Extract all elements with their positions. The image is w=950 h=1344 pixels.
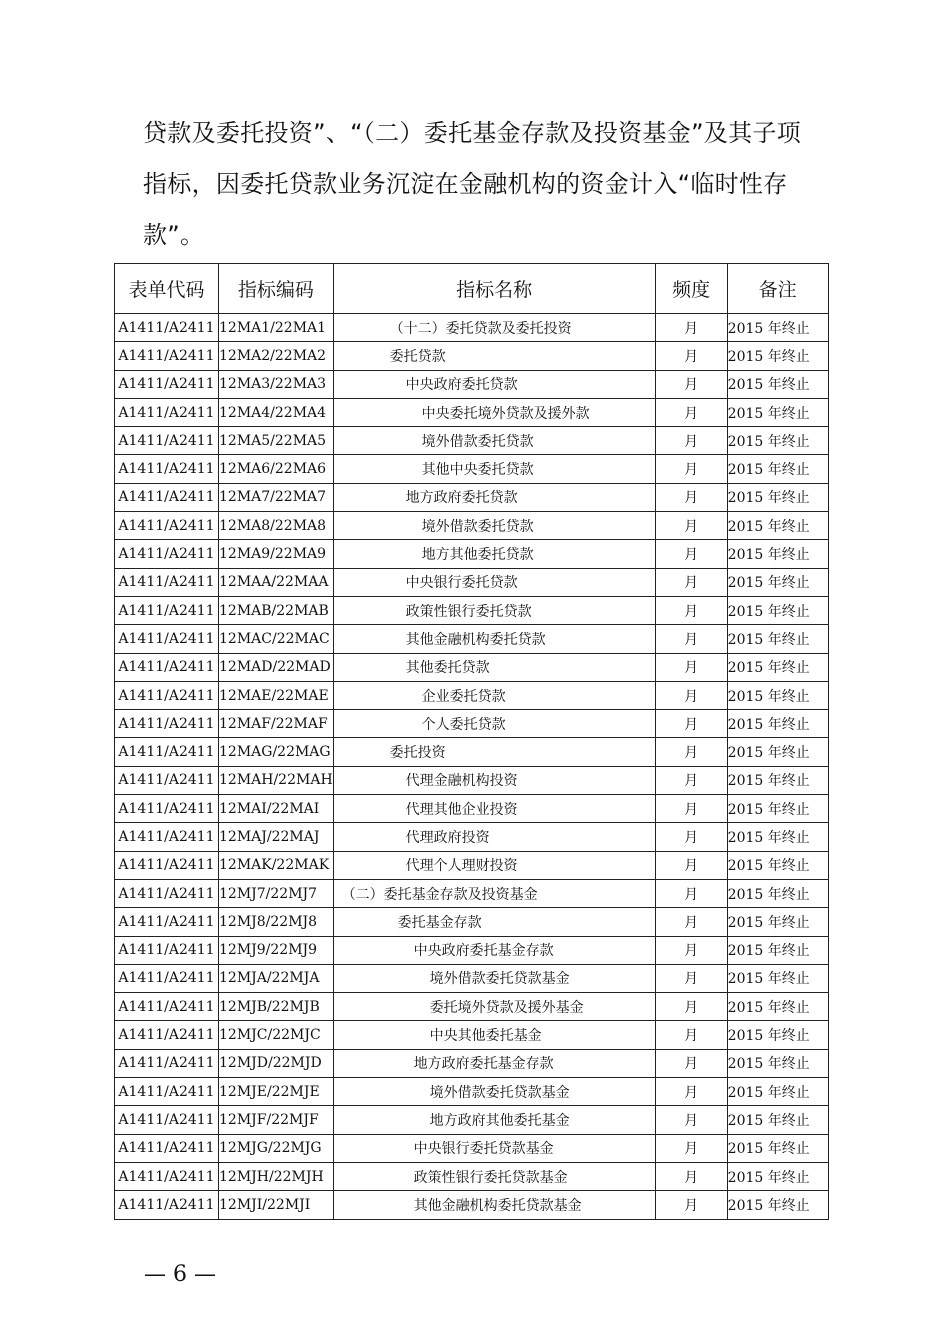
cell-frequency: 月 [655,427,727,455]
cell-form-code: A1411/A2411 [115,795,219,823]
cell-indicator-code: 12MA8/22MA8 [219,512,334,540]
cell-remark: 2015 年终止 [727,908,828,936]
paragraph-line: 贷款及委托投资”、“（二）委托基金存款及投资基金”及其子项 [143,119,801,147]
cell-remark: 2015 年终止 [727,314,828,342]
cell-remark: 2015 年终止 [727,993,828,1021]
cell-indicator-name: 地方政府委托基金存款 [333,1049,655,1077]
table-row [115,455,829,483]
cell-indicator-name: （十二）委托贷款及委托投资 [333,314,655,342]
cell-remark: 2015 年终止 [727,653,828,681]
cell-indicator-name: 企业委托贷款 [333,681,655,709]
table-row [115,540,829,568]
cell-indicator-name: 境外借款委托贷款基金 [333,964,655,992]
cell-form-code: A1411/A2411 [115,540,219,568]
cell-remark: 2015 年终止 [727,964,828,992]
table-row [115,1078,829,1106]
cell-form-code: A1411/A2411 [115,625,219,653]
cell-form-code: A1411/A2411 [115,851,219,879]
cell-indicator-name: 其他委托贷款 [333,653,655,681]
cell-indicator-code: 12MAE/22MAE [219,681,334,709]
cell-indicator-name: 地方政府委托贷款 [333,483,655,511]
cell-indicator-code: 12MJG/22MJG [219,1134,334,1162]
cell-frequency: 月 [655,455,727,483]
cell-indicator-name: 境外借款委托贷款 [333,512,655,540]
cell-frequency: 月 [655,1078,727,1106]
cell-frequency: 月 [655,993,727,1021]
cell-frequency: 月 [655,625,727,653]
cell-frequency: 月 [655,568,727,596]
cell-frequency: 月 [655,908,727,936]
cell-form-code: A1411/A2411 [115,483,219,511]
cell-indicator-name: 政策性银行委托贷款基金 [333,1162,655,1190]
table-row [115,1106,829,1134]
cell-indicator-code: 12MA9/22MA9 [219,540,334,568]
cell-form-code: A1411/A2411 [115,398,219,426]
cell-indicator-name: 地方其他委托贷款 [333,540,655,568]
cell-frequency: 月 [655,314,727,342]
header-remark: 备注 [727,264,828,314]
cell-form-code: A1411/A2411 [115,738,219,766]
cell-indicator-name: 中央委托境外贷款及援外款 [333,398,655,426]
cell-frequency: 月 [655,879,727,907]
cell-indicator-name: 其他中央委托贷款 [333,455,655,483]
cell-form-code: A1411/A2411 [115,710,219,738]
cell-remark: 2015 年终止 [727,681,828,709]
cell-indicator-name: 其他金融机构委托贷款 [333,625,655,653]
cell-indicator-name: （二）委托基金存款及投资基金 [333,879,655,907]
cell-form-code: A1411/A2411 [115,342,219,370]
cell-frequency: 月 [655,483,727,511]
cell-remark: 2015 年终止 [727,1106,828,1134]
body-paragraph [143,108,823,261]
cell-remark: 2015 年终止 [727,936,828,964]
cell-form-code: A1411/A2411 [115,512,219,540]
table-row [115,823,829,851]
table-row [115,512,829,540]
cell-frequency: 月 [655,653,727,681]
cell-frequency: 月 [655,936,727,964]
table-row [115,370,829,398]
cell-remark: 2015 年终止 [727,512,828,540]
paragraph-line: 指标，因委托贷款业务沉淀在金融机构的资金计入“临时性存 [143,170,788,198]
cell-form-code: A1411/A2411 [115,908,219,936]
indicator-table [114,263,829,1220]
cell-form-code: A1411/A2411 [115,879,219,907]
cell-remark: 2015 年终止 [727,540,828,568]
cell-remark: 2015 年终止 [727,1049,828,1077]
cell-indicator-name: 地方政府其他委托基金 [333,1106,655,1134]
cell-remark: 2015 年终止 [727,370,828,398]
cell-indicator-code: 12MAD/22MAD [219,653,334,681]
cell-indicator-name: 代理金融机构投资 [333,766,655,794]
header-indicator-code: 指标编码 [219,264,334,314]
cell-remark: 2015 年终止 [727,851,828,879]
cell-form-code: A1411/A2411 [115,936,219,964]
cell-form-code: A1411/A2411 [115,681,219,709]
cell-indicator-code: 12MJC/22MJC [219,1021,334,1049]
cell-indicator-name: 委托贷款 [333,342,655,370]
table-row [115,993,829,1021]
cell-remark: 2015 年终止 [727,1021,828,1049]
table-row [115,427,829,455]
cell-indicator-code: 12MA3/22MA3 [219,370,334,398]
cell-indicator-code: 12MA1/22MA1 [219,314,334,342]
table-row [115,681,829,709]
table-header-row [115,264,829,314]
cell-indicator-code: 12MA6/22MA6 [219,455,334,483]
page-number: — 6 — [144,1262,216,1287]
cell-indicator-code: 12MJI/22MJI [219,1191,334,1219]
cell-indicator-code: 12MJ9/22MJ9 [219,936,334,964]
cell-indicator-name: 代理政府投资 [333,823,655,851]
cell-indicator-code: 12MJF/22MJF [219,1106,334,1134]
cell-indicator-code: 12MJH/22MJH [219,1162,334,1190]
cell-frequency: 月 [655,1049,727,1077]
cell-indicator-name: 中央银行委托贷款 [333,568,655,596]
table-row [115,738,829,766]
header-indicator-name: 指标名称 [333,264,655,314]
cell-indicator-name: 中央银行委托贷款基金 [333,1134,655,1162]
cell-indicator-name: 委托基金存款 [333,908,655,936]
table-row [115,483,829,511]
cell-indicator-code: 12MJ8/22MJ8 [219,908,334,936]
table-row [115,398,829,426]
table-row [115,596,829,624]
cell-form-code: A1411/A2411 [115,1049,219,1077]
cell-form-code: A1411/A2411 [115,1021,219,1049]
cell-indicator-name: 中央政府委托贷款 [333,370,655,398]
cell-indicator-code: 12MAF/22MAF [219,710,334,738]
cell-form-code: A1411/A2411 [115,370,219,398]
cell-form-code: A1411/A2411 [115,823,219,851]
table-row [115,1162,829,1190]
cell-remark: 2015 年终止 [727,738,828,766]
cell-frequency: 月 [655,540,727,568]
cell-frequency: 月 [655,851,727,879]
cell-form-code: A1411/A2411 [115,427,219,455]
table-row [115,1021,829,1049]
cell-form-code: A1411/A2411 [115,1078,219,1106]
cell-form-code: A1411/A2411 [115,1191,219,1219]
cell-remark: 2015 年终止 [727,398,828,426]
cell-indicator-code: 12MAC/22MAC [219,625,334,653]
cell-remark: 2015 年终止 [727,710,828,738]
cell-remark: 2015 年终止 [727,766,828,794]
cell-indicator-code: 12MA2/22MA2 [219,342,334,370]
cell-remark: 2015 年终止 [727,823,828,851]
cell-frequency: 月 [655,1021,727,1049]
cell-indicator-code: 12MJ7/22MJ7 [219,879,334,907]
cell-frequency: 月 [655,1106,727,1134]
header-form-code: 表单代码 [115,264,219,314]
table-row [115,908,829,936]
cell-remark: 2015 年终止 [727,625,828,653]
cell-indicator-name: 境外借款委托贷款基金 [333,1078,655,1106]
cell-frequency: 月 [655,1134,727,1162]
cell-indicator-code: 12MJE/22MJE [219,1078,334,1106]
cell-remark: 2015 年终止 [727,795,828,823]
table-body [115,314,829,1220]
paragraph-line: 款”。 [143,221,205,249]
cell-indicator-name: 中央其他委托基金 [333,1021,655,1049]
cell-frequency: 月 [655,1191,727,1219]
cell-form-code: A1411/A2411 [115,1162,219,1190]
cell-indicator-code: 12MAI/22MAI [219,795,334,823]
cell-indicator-code: 12MAG/22MAG [219,738,334,766]
table-row [115,1191,829,1219]
cell-remark: 2015 年终止 [727,879,828,907]
cell-indicator-name: 个人委托贷款 [333,710,655,738]
cell-remark: 2015 年终止 [727,596,828,624]
cell-form-code: A1411/A2411 [115,964,219,992]
cell-indicator-name: 中央政府委托基金存款 [333,936,655,964]
cell-indicator-name: 其他金融机构委托贷款基金 [333,1191,655,1219]
cell-remark: 2015 年终止 [727,1134,828,1162]
table-row [115,314,829,342]
cell-frequency: 月 [655,681,727,709]
table-row [115,710,829,738]
cell-frequency: 月 [655,398,727,426]
table-row [115,653,829,681]
table-row [115,964,829,992]
cell-remark: 2015 年终止 [727,1191,828,1219]
table-row [115,1134,829,1162]
table-row [115,568,829,596]
cell-remark: 2015 年终止 [727,455,828,483]
cell-frequency: 月 [655,738,727,766]
cell-indicator-code: 12MAK/22MAK [219,851,334,879]
cell-indicator-code: 12MJA/22MJA [219,964,334,992]
table-row [115,795,829,823]
cell-frequency: 月 [655,370,727,398]
cell-indicator-code: 12MA5/22MA5 [219,427,334,455]
table-row [115,625,829,653]
cell-form-code: A1411/A2411 [115,766,219,794]
cell-frequency: 月 [655,766,727,794]
cell-indicator-name: 境外借款委托贷款 [333,427,655,455]
cell-indicator-code: 12MAB/22MAB [219,596,334,624]
cell-form-code: A1411/A2411 [115,653,219,681]
cell-remark: 2015 年终止 [727,1162,828,1190]
cell-form-code: A1411/A2411 [115,1106,219,1134]
cell-frequency: 月 [655,596,727,624]
cell-frequency: 月 [655,342,727,370]
cell-indicator-code: 12MJD/22MJD [219,1049,334,1077]
table-row [115,766,829,794]
cell-indicator-code: 12MA4/22MA4 [219,398,334,426]
cell-frequency: 月 [655,512,727,540]
cell-indicator-name: 代理其他企业投资 [333,795,655,823]
cell-indicator-code: 12MA7/22MA7 [219,483,334,511]
cell-frequency: 月 [655,710,727,738]
cell-form-code: A1411/A2411 [115,314,219,342]
cell-frequency: 月 [655,964,727,992]
cell-indicator-code: 12MAA/22MAA [219,568,334,596]
cell-remark: 2015 年终止 [727,568,828,596]
cell-indicator-code: 12MAH/22MAH [219,766,334,794]
header-frequency: 频度 [655,264,727,314]
cell-form-code: A1411/A2411 [115,596,219,624]
cell-remark: 2015 年终止 [727,427,828,455]
cell-form-code: A1411/A2411 [115,455,219,483]
cell-indicator-name: 代理个人理财投资 [333,851,655,879]
table-row [115,879,829,907]
cell-form-code: A1411/A2411 [115,568,219,596]
cell-frequency: 月 [655,1162,727,1190]
cell-indicator-name: 委托境外贷款及援外基金 [333,993,655,1021]
table-row [115,851,829,879]
table-row [115,1049,829,1077]
cell-remark: 2015 年终止 [727,483,828,511]
cell-frequency: 月 [655,795,727,823]
cell-indicator-name: 政策性银行委托贷款 [333,596,655,624]
cell-remark: 2015 年终止 [727,342,828,370]
cell-remark: 2015 年终止 [727,1078,828,1106]
cell-indicator-name: 委托投资 [333,738,655,766]
cell-indicator-code: 12MJB/22MJB [219,993,334,1021]
cell-frequency: 月 [655,823,727,851]
table-row [115,936,829,964]
table-row [115,342,829,370]
cell-form-code: A1411/A2411 [115,993,219,1021]
cell-form-code: A1411/A2411 [115,1134,219,1162]
cell-indicator-code: 12MAJ/22MAJ [219,823,334,851]
